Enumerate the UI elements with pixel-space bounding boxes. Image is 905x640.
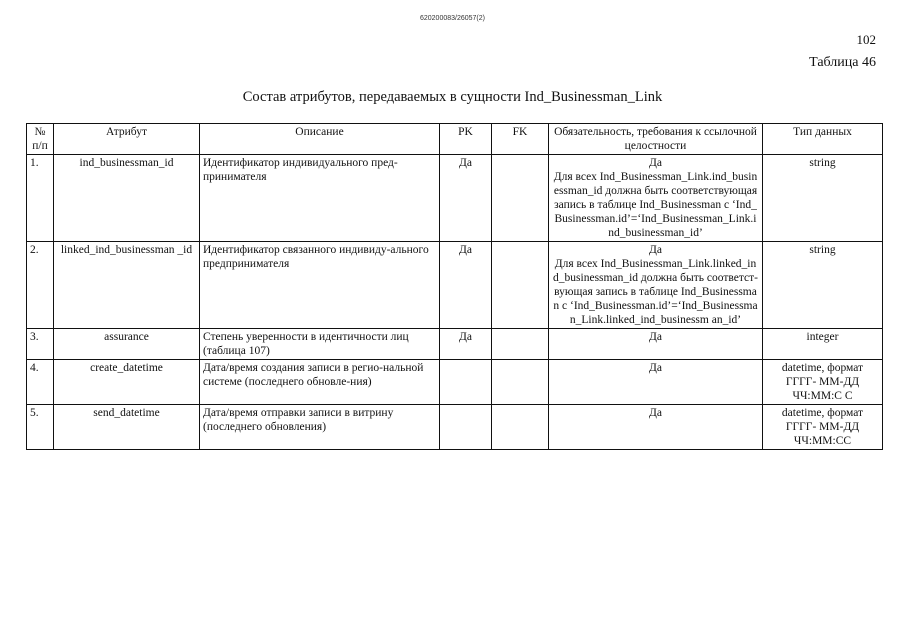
- column-header-description: Описание: [200, 124, 440, 155]
- row-num: 3.: [27, 329, 54, 360]
- row-attribute: create_datetime: [54, 360, 200, 405]
- column-header-attribute: Атрибут: [54, 124, 200, 155]
- row-attribute: linked_ind_businessman _id: [54, 242, 200, 329]
- row-requirements: Да Для всех Ind_Businessman_Link.ind_businessman_id должна быть соответствующая запись в таблице Ind_Businessman с ‘Ind_Businessman.id’=‘Ind_Businessman_Link.ind_businessman_id’: [549, 155, 763, 242]
- row-type: string: [763, 242, 883, 329]
- row-type: datetime, формат ГГГГ- ММ-ДД ЧЧ:ММ:СС: [763, 405, 883, 450]
- table-row: [27, 405, 883, 450]
- table-row: [27, 242, 883, 329]
- row-requirements: Да Для всех Ind_Businessman_Link.linked_ind_businessman_id должна быть соответст-вующая запись в таблице Ind_Businessman с ‘Ind_Businessman.id’=‘Ind_Businessman_Link.linked_ind_businessm an_id’: [549, 242, 763, 329]
- row-fk: [492, 329, 549, 360]
- column-header-fk: FK: [492, 124, 549, 155]
- document-id: 620200083/26057(2): [419, 15, 485, 22]
- row-pk: Да: [440, 242, 492, 329]
- table-header-row: [27, 124, 883, 155]
- attributes-table: [26, 123, 883, 450]
- table-row: [27, 155, 883, 242]
- row-requirements: Да: [549, 360, 763, 405]
- table-caption: Таблица 46: [809, 55, 876, 70]
- row-num: 5.: [27, 405, 54, 450]
- column-header-type: Тип данных: [763, 124, 883, 155]
- column-header-pk: PK: [440, 124, 492, 155]
- table-row: [27, 329, 883, 360]
- row-pk: [440, 360, 492, 405]
- row-requirements: Да: [549, 329, 763, 360]
- row-num: 1.: [27, 155, 54, 242]
- column-header-num: № п/п: [27, 124, 54, 155]
- row-type: integer: [763, 329, 883, 360]
- row-pk: Да: [440, 329, 492, 360]
- row-description: Идентификатор связанного индивиду-ального предпринимателя: [200, 242, 440, 329]
- row-fk: [492, 360, 549, 405]
- row-requirements: Да: [549, 405, 763, 450]
- row-pk: [440, 405, 492, 450]
- row-attribute: assurance: [54, 329, 200, 360]
- row-description: Дата/время отправки записи в витрину (последнего обновления): [200, 405, 440, 450]
- table-title: Состав атрибутов, передаваемых в сущности Ind_Businessman_Link: [242, 89, 663, 105]
- row-pk: Да: [440, 155, 492, 242]
- row-num: 2.: [27, 242, 54, 329]
- row-description: Дата/время создания записи в регио-нальной системе (последнего обновле-ния): [200, 360, 440, 405]
- row-description: Степень уверенности в идентичности лиц (таблица 107): [200, 329, 440, 360]
- row-attribute: send_datetime: [54, 405, 200, 450]
- row-num: 4.: [27, 360, 54, 405]
- row-description: Идентификатор индивидуального пред-принимателя: [200, 155, 440, 242]
- row-fk: [492, 405, 549, 450]
- page-number: 102: [856, 32, 876, 47]
- row-attribute: ind_businessman_id: [54, 155, 200, 242]
- row-type: string: [763, 155, 883, 242]
- column-header-requirements: Обязательность, требования к ссылочной целостности: [549, 124, 763, 155]
- row-fk: [492, 155, 549, 242]
- table-row: [27, 360, 883, 405]
- row-fk: [492, 242, 549, 329]
- row-type: datetime, формат ГГГГ- ММ-ДД ЧЧ:ММ:С С: [763, 360, 883, 405]
